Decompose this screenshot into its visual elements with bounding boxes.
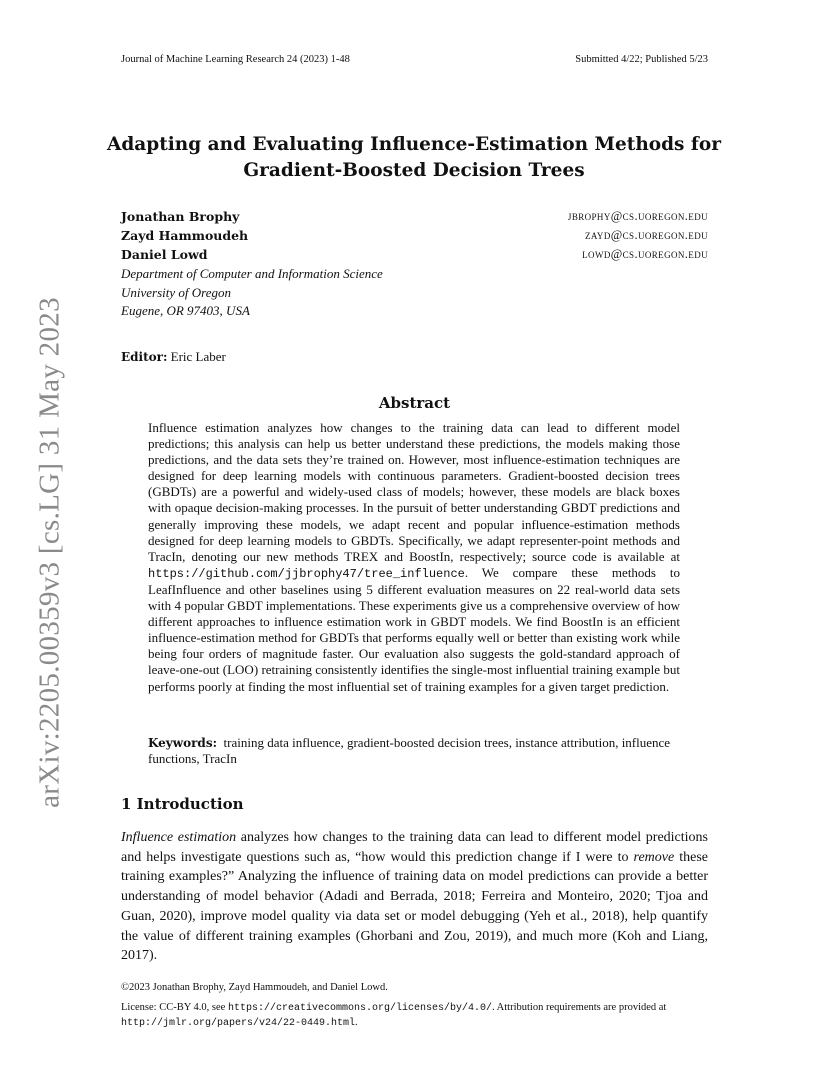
paper-title: [100, 132, 728, 184]
abstract-text: Influence estimation analyzes how changes to the training data can lead to different model predictions; this analysis can help us better understand these predictions, the models making those predictions, and the data sets they’re trained on. However, most influence-estimation techniques are designed for deep learning models with continuous parameters. Gradient-boosted decision trees (GBDTs) are a powerful and widely-used class of models; however, these models are black boxes with opaque decision-making processes. In the pursuit of better understanding GBDT predictions and generally improving these models, we adapt recent and popular influence-estimation methods designed for deep learning models to GBDTs. Specifically, we adapt representer-point methods and TracIn, denoting our new methods TREX and BoostIn, respectively; source code is available at: [148, 420, 680, 564]
author-row: [121, 226, 708, 245]
license-notice: [121, 1001, 711, 1031]
submission-dates: Submitted 4/22; Published 5/23: [575, 54, 708, 65]
author-list: [121, 207, 708, 264]
intro-term-italic: Influence estimation: [121, 830, 237, 845]
affiliation-department: Department of Computer and Information Science: [121, 266, 383, 281]
author-name: Daniel Lowd: [121, 247, 208, 262]
license-mid: . Attribution requirements are provided at: [491, 1002, 667, 1013]
title-line-2: Gradient-Boosted Decision Trees: [243, 160, 585, 181]
affiliation: [121, 265, 383, 321]
intro-text: analyzes how changes to the training data can lead to different model predictions and helps investigate questions such as, “how would this prediction change if I were to: [121, 830, 708, 865]
abstract-heading: Abstract: [378, 394, 451, 412]
copyright-notice: ©2023 Jonathan Brophy, Zayd Hammoudeh, and Daniel Lowd.: [121, 982, 388, 993]
affiliation-address: Eugene, OR 97403, USA: [121, 303, 250, 318]
license-prefix: License: CC-BY 4.0, see: [121, 1002, 228, 1013]
arxiv-stamp: arXiv:2205.00359v3 [cs.LG] 31 May 2023: [33, 297, 66, 808]
author-email[interactable]: zayd@cs.uoregon.edu: [584, 228, 708, 242]
editor-label: Editor:: [121, 350, 168, 364]
keywords: [148, 735, 680, 767]
abstract-text-cont: . We compare these methods to LeafInfluence and other baselines using 5 different evaluation measures on 22 real-world data sets with 4 popular GBDT implementations. These experiments give us a comprehensive overview of how different approaches to influence estimation work in GBDT models. We find BoostIn is an efficient influence-estimation method for GBDTs that performs equally well or better than existing work while being four orders of magnitude faster. Our evaluation also suggests the gold-standard approach of leave-one-out (LOO) retraining consistently identifies the single-most influential training example but performs poorly at finding the most influential set of training examples for a given target prediction.: [148, 564, 680, 694]
journal-header: Journal of Machine Learning Research 24 (2023) 1-48: [121, 54, 350, 65]
attribution-link[interactable]: http://jmlr.org/papers/v24/22-0449.html: [121, 1018, 356, 1029]
section-heading-introduction: 1 Introduction: [121, 795, 244, 813]
keywords-label: Keywords:: [148, 736, 218, 750]
affiliation-university: University of Oregon: [121, 284, 231, 300]
author-row: [121, 207, 708, 226]
license-end: .: [355, 1017, 358, 1028]
author-name: Zayd Hammoudeh: [121, 228, 249, 243]
author-name: Jonathan Brophy: [121, 209, 240, 224]
title-line-1: Adapting and Evaluating Influence-Estimation Methods for: [107, 134, 721, 155]
license-link[interactable]: https://creativecommons.org/licenses/by/4.0/: [227, 1003, 492, 1014]
author-row: [121, 245, 708, 264]
editor-line: [121, 349, 226, 365]
keywords-text: training data influence, gradient-boosted decision trees, instance attribution, influence functions, TracIn: [148, 735, 671, 766]
author-email[interactable]: jbrophy@cs.uoregon.edu: [567, 209, 708, 223]
source-code-link[interactable]: https://github.com/jjbrophy47/tree_influence: [148, 566, 465, 581]
author-email[interactable]: lowd@cs.uoregon.edu: [582, 247, 708, 261]
intro-text-cont: these training examples?” Analyzing the influence of training data on model predictions can provide a better understanding of model behavior (Adadi and Berrada, 2018; Ferreira and Monteiro, 2020; Tjoa and Guan, 2020), improve model quality via data set or model debugging (Yeh et al., 2018), help quantify the value of different training examples (Ghorbani and Zou, 2019), and much more (Koh and Liang, 2017).: [121, 849, 708, 964]
introduction-paragraph: [121, 828, 708, 966]
abstract-body: [148, 420, 680, 695]
intro-remove-italic: remove: [633, 849, 675, 865]
editor-name: Eric Laber: [170, 349, 226, 364]
